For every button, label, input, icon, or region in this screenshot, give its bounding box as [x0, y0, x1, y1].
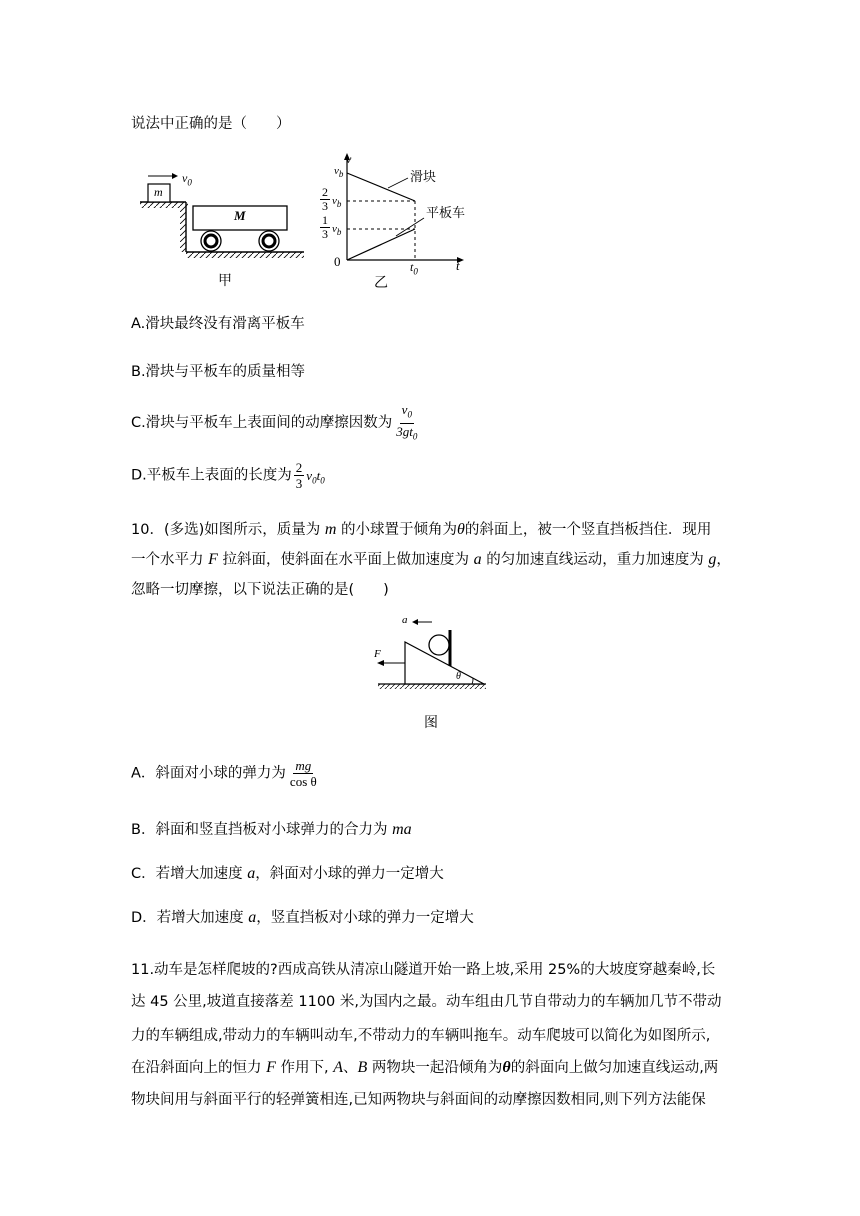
- figure-vt-graph: [316, 150, 476, 295]
- q9-option-b: B.滑块与平板车的质量相等: [131, 364, 306, 380]
- q10-option-d: D．若增大加速度 a，竖直挡板对小球的弹力一定增大: [131, 909, 474, 926]
- q10-stem-line3: 忽略一切摩擦，以下说法正确的是( ): [131, 582, 389, 598]
- q9-stem-tail: 说法中正确的是（ ）: [131, 116, 291, 132]
- axis-v-label: v: [346, 152, 352, 166]
- q10-figure-caption: 图: [424, 715, 438, 731]
- label-a: a: [402, 614, 408, 626]
- figure-incline: [372, 612, 492, 692]
- label-m: m: [154, 185, 163, 199]
- q11-line4: 在沿斜面向上的恒力 F 作用下, A、B 两物块一起沿倾角为θ的斜面向上做匀加速直线运动,两: [131, 1059, 719, 1076]
- slider-label: 滑块: [410, 170, 437, 185]
- ball: [429, 635, 449, 655]
- label-F: F: [374, 648, 381, 660]
- slider-line: [347, 173, 415, 201]
- q10-option-b: B．斜面和竖直挡板对小球弹力的合力为 ma: [131, 821, 412, 838]
- tick-two-thirds: $\frac{2}{3}$ $v_b$: [322, 185, 342, 213]
- label-M: M: [234, 208, 246, 223]
- q11-line1: 11.动车是怎样爬坡的?西成高铁从清凉山隧道开始一路上坡,采用 25%的大坡度穿越秦岭,长: [131, 962, 716, 978]
- tick-one-third: $\frac{1}{3}$ $v_b$: [322, 213, 342, 241]
- axis-t-label: t: [456, 258, 460, 273]
- figure-cart: [138, 170, 313, 295]
- cart-label: 平板车: [426, 206, 466, 221]
- tick-vb: $v_b$: [334, 165, 344, 180]
- origin-label: 0: [334, 254, 341, 269]
- q9-option-d: D.平板车上表面的长度为 $\frac{2}{3}$ $v_0t_0$: [131, 460, 325, 491]
- label-theta: θ: [456, 671, 461, 682]
- q11-line3: 力的车辆组成,带动力的车辆叫动车,不带动力的车辆叫拖车。动车爬坡可以简化为如图所示,: [131, 1028, 711, 1044]
- caption-jia: 甲: [218, 273, 232, 289]
- caption-yi: 乙: [374, 275, 388, 291]
- q9-option-a: A.滑块最终没有滑离平板车: [131, 316, 305, 332]
- q10-stem-line1: 10．(多选)如图所示，质量为 m 的小球置于倾角为θ的斜面上，被一个竖直挡板挡住．现用: [131, 521, 712, 538]
- q9-option-c: C.滑块与平板车上表面间的动摩擦因数为 $\frac{v_0}{3gt_0}$: [131, 402, 418, 442]
- cart-line: [347, 229, 415, 260]
- q11-line2: 达 45 公里,坡道直接落差 1100 米,为国内之最。动车组由几节自带动力的车辆加几节不带动: [131, 994, 722, 1010]
- q10-option-c: C．若增大加速度 a，斜面对小球的弹力一定增大: [131, 865, 444, 882]
- tick-t0: $t_0$: [410, 260, 418, 277]
- q10-option-a: A．斜面对小球的弹力为 $\frac{mg}{\text{cos θ}}$: [131, 758, 317, 789]
- q11-line5: 物块间用与斜面平行的轻弹簧相连,已知两物块与斜面间的动摩擦因数相同,则下列方法能保: [131, 1092, 706, 1108]
- q10-stem-line2: 一个水平力 F 拉斜面，使斜面在水平面上做加速度为 a 的匀加速直线运动，重力加速度为 g，: [131, 551, 731, 568]
- label-v0: $v_0$: [182, 171, 192, 188]
